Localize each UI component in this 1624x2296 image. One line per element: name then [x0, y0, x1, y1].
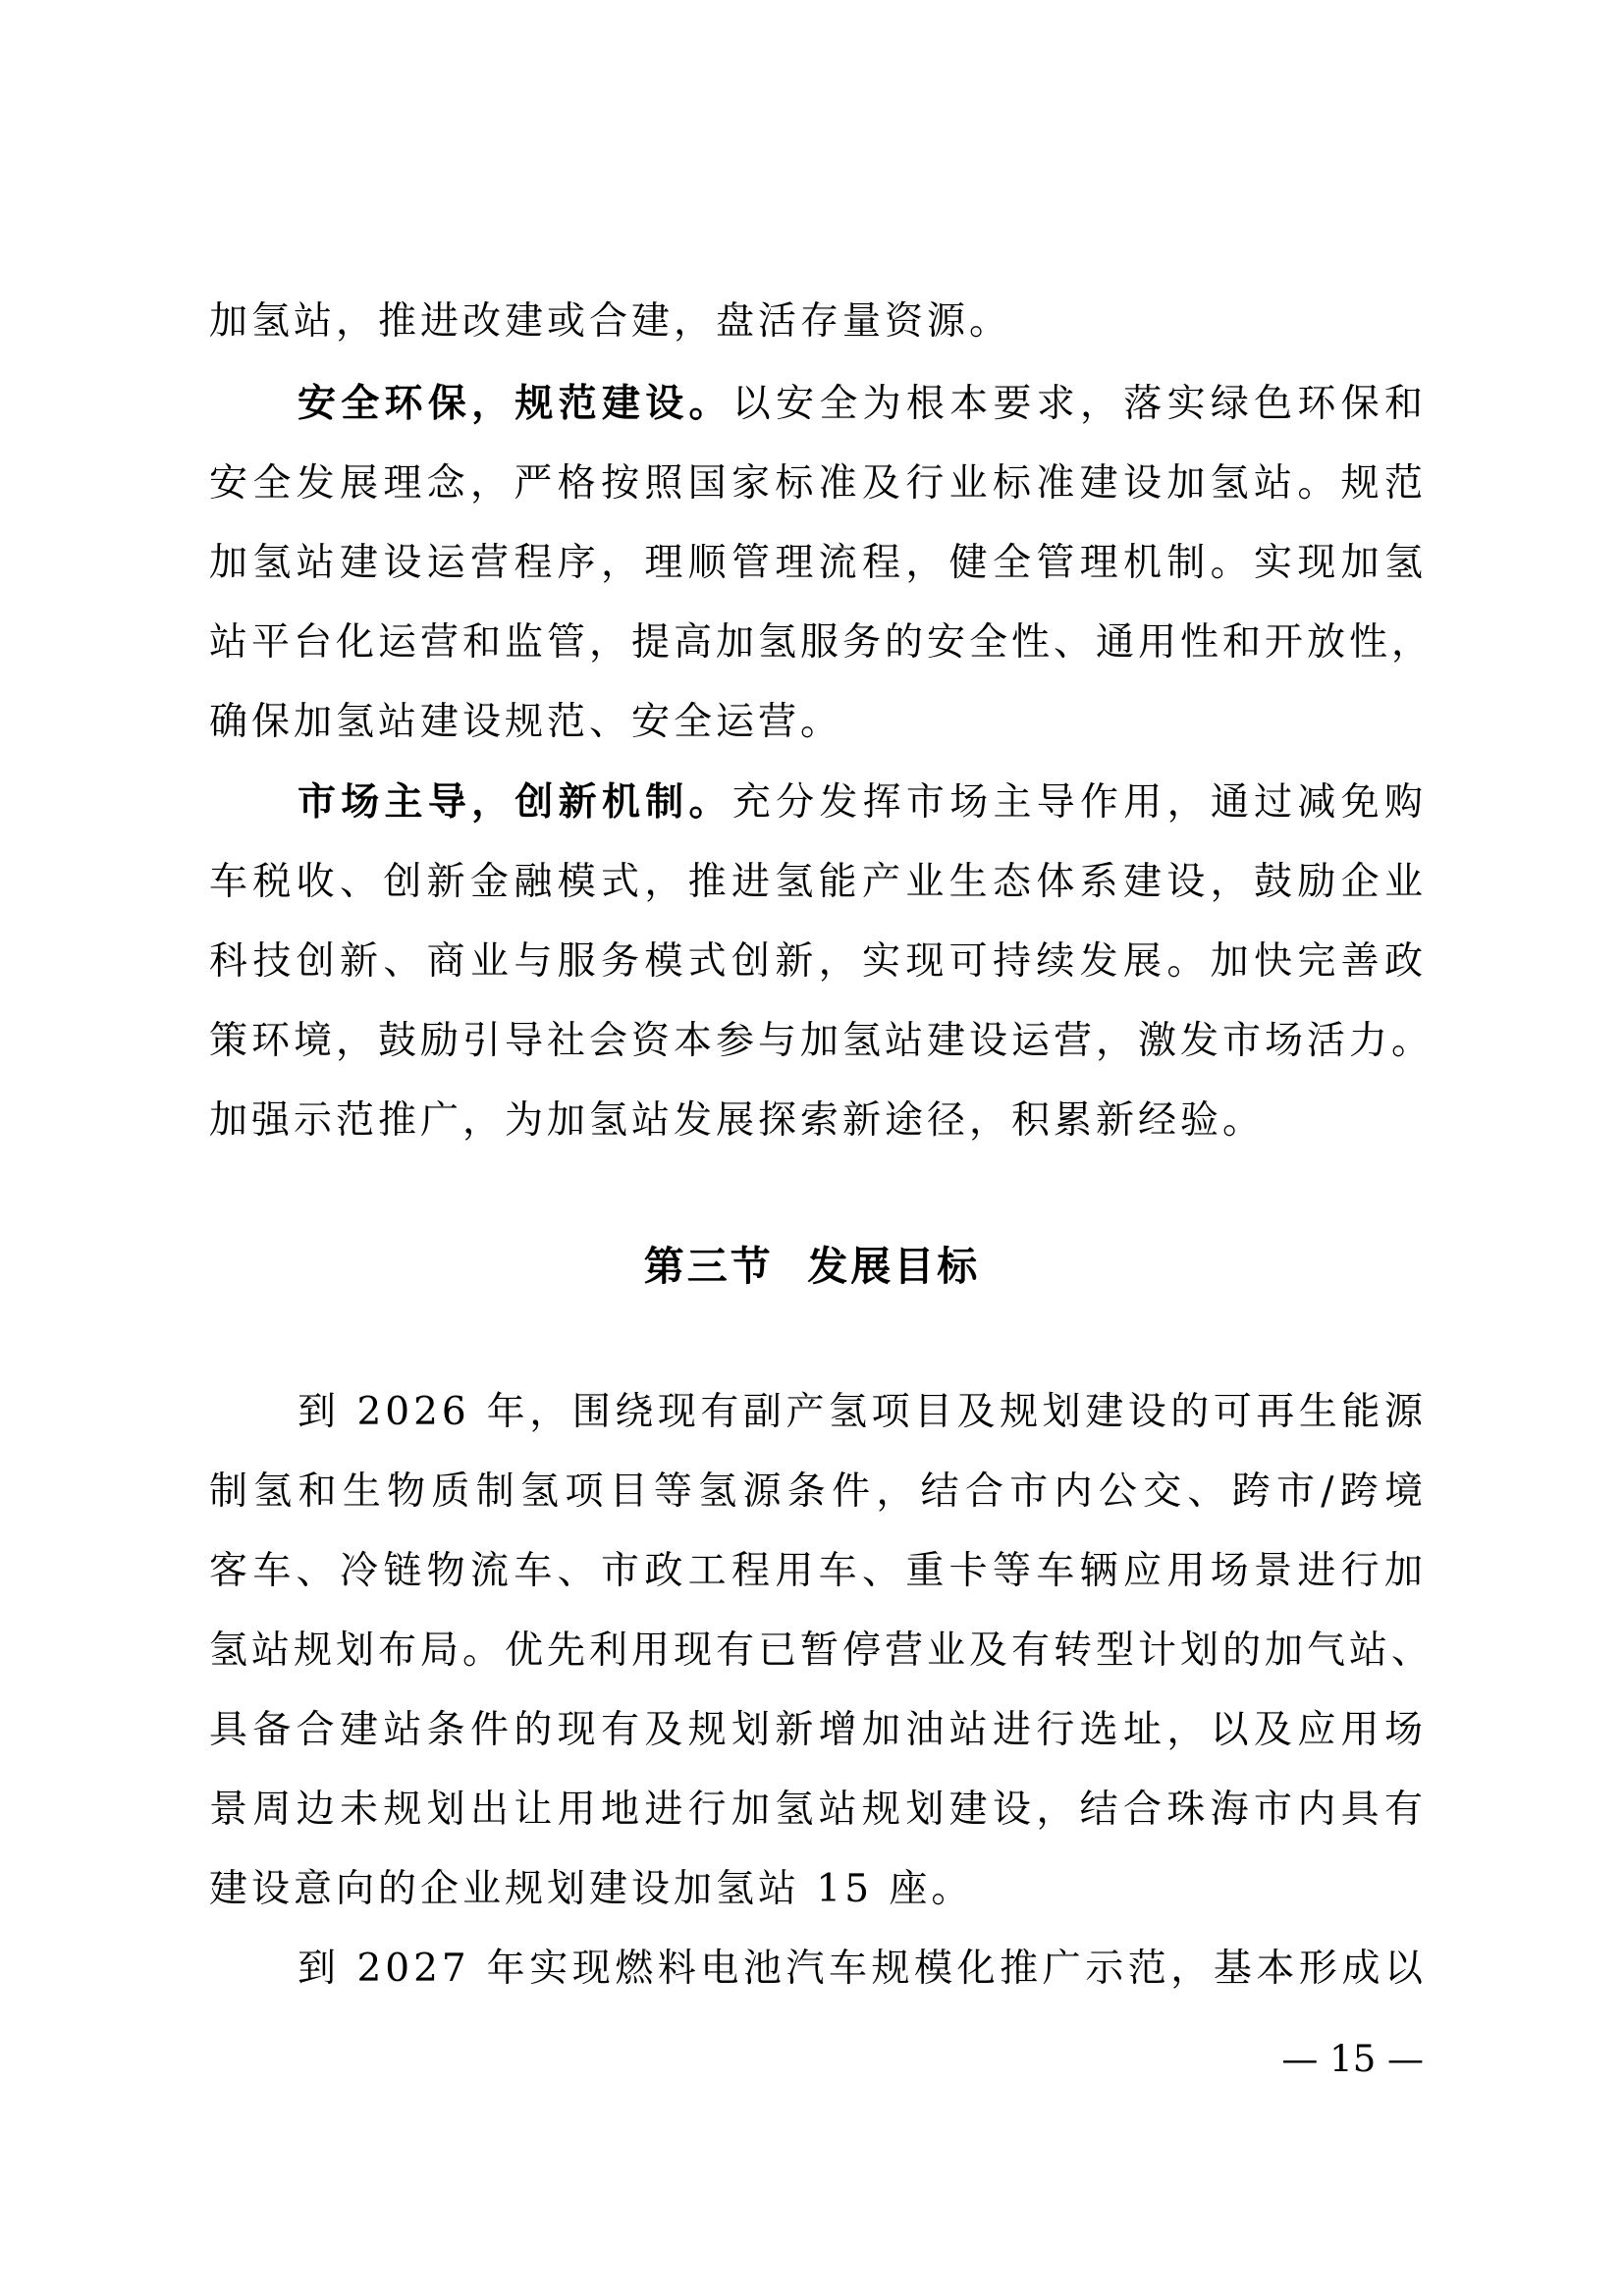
paragraph-line: 车税收、创新金融模式，推进氢能产业生态体系建设，鼓励企业	[209, 860, 1427, 904]
paragraph-line: 确保加氢站建设规范、安全运营。	[209, 700, 843, 744]
paragraph-line: 安全发展理念，严格按照国家标准及行业标准建设加氢站。规范	[209, 461, 1427, 506]
paragraph-line: 具备合建站条件的现有及规划新增加油站进行选址，以及应用场	[209, 1708, 1427, 1752]
page-number: — 15 —	[1281, 2038, 1424, 2080]
paragraph-line: 景周边未规划出让用地进行加氢站规划建设，结合珠海市内具有	[209, 1788, 1427, 1832]
paragraph-line: 科技创新、商业与服务模式创新，实现可持续发展。加快完善政	[209, 939, 1427, 984]
principle-text: 充分发挥市场主导作用，通过减免购	[731, 780, 1427, 825]
paragraph-line: 加氢站建设运营程序，理顺管理流程，健全管理机制。实现加氢	[209, 541, 1427, 585]
paragraph-line	[298, 378, 1427, 431]
principle-text: 以安全为根本要求，落实绿色环保和	[731, 382, 1427, 426]
paragraph-line: 到 2027 年实现燃料电池汽车规模化推广示范，基本形成以	[298, 1947, 1427, 1991]
principle-title: 市场主导，创新机制。	[298, 780, 732, 825]
paragraph-line: 氢站规划布局。优先利用现有已暂停营业及有转型计划的加气站、	[209, 1629, 1435, 1673]
paragraph-line: 站平台化运营和监管，提高加氢服务的安全性、通用性和开放性，	[209, 620, 1435, 665]
section-heading: 第三节 发展目标	[643, 1243, 981, 1290]
paragraph-line: 加强示范推广，为加氢站发展探索新途径，积累新经验。	[209, 1098, 1266, 1143]
paragraph-line: 建设意向的企业规划建设加氢站 15 座。	[209, 1867, 974, 1911]
paragraph-line: 客车、冷链物流车、市政工程用车、重卡等车辆应用场景进行加	[209, 1549, 1427, 1593]
paragraph-line	[298, 776, 1427, 829]
paragraph-line: 加氢站，推进改建或合建，盘活存量资源。	[209, 299, 1012, 344]
paragraph-line: 制氢和生物质制氢项目等氢源条件，结合市内公交、跨市/跨境	[209, 1469, 1427, 1514]
paragraph-line: 策环境，鼓励引导社会资本参与加氢站建设运营，激发市场活力。	[209, 1019, 1435, 1063]
paragraph-line: 到 2026 年，围绕现有副产氢项目及规划建设的可再生能源	[298, 1390, 1427, 1434]
principle-title: 安全环保，规范建设。	[298, 382, 732, 426]
